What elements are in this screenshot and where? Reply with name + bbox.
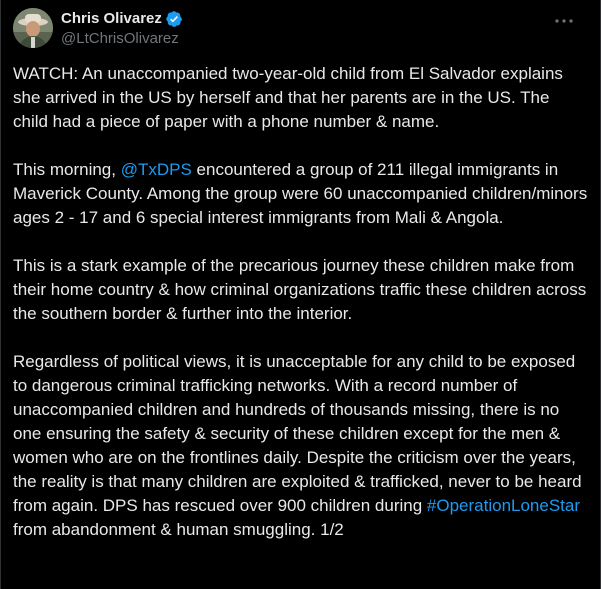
author-handle[interactable]: @LtChrisOlivarez xyxy=(61,30,179,47)
text-segment: from abandonment & human smuggling. 1/2 xyxy=(13,520,344,539)
tweet-paragraph-3: This is a stark example of the precarious journey these children make from their home country & how criminal organizations traffic these children across the southern border & further into the interior. xyxy=(13,256,587,323)
tweet-paragraph-4 xyxy=(13,350,588,542)
more-horizontal-icon[interactable] xyxy=(554,16,574,26)
tweet-header xyxy=(13,8,588,52)
tweet-paragraph-2 xyxy=(13,158,588,230)
mention-link-txdps[interactable]: @TxDPS xyxy=(120,160,192,179)
author-names xyxy=(61,9,183,49)
display-name[interactable]: Chris Olivarez xyxy=(61,10,162,27)
avatar[interactable] xyxy=(13,8,53,48)
hashtag-link-operationlonestar[interactable]: #OperationLoneStar xyxy=(426,496,581,515)
tweet-text xyxy=(13,62,588,542)
text-segment: encountered a group of 211 illegal immigrants in Maverick County. Among the group were 60 unaccompanied children/minors ages 2 - 17 and 6 special interest immigrants from Mali & Angola. xyxy=(13,160,588,227)
avatar-photo-icon xyxy=(13,8,53,48)
text-segment: This morning, xyxy=(13,160,121,179)
verified-badge-icon xyxy=(165,10,183,28)
text-segment: Regardless of political views, it is unacceptable for any child to be exposed to dangerous criminal trafficking networks. With a record number of unaccompanied children and hundreds of thousands missing, there is no one ensuring the safety & security of these children except for the men & women who are on the frontlines daily. Despite the criticism over the years, the reality is that many children are exploited & trafficked, never to be heard from again. DPS has rescued over 900 children during xyxy=(13,352,582,515)
tweet-paragraph-1: WATCH: An unaccompanied two-year-old child from El Salvador explains she arrived in the US by herself and that her parents are in the US. The child had a piece of paper with a phone number & name. xyxy=(13,64,563,131)
